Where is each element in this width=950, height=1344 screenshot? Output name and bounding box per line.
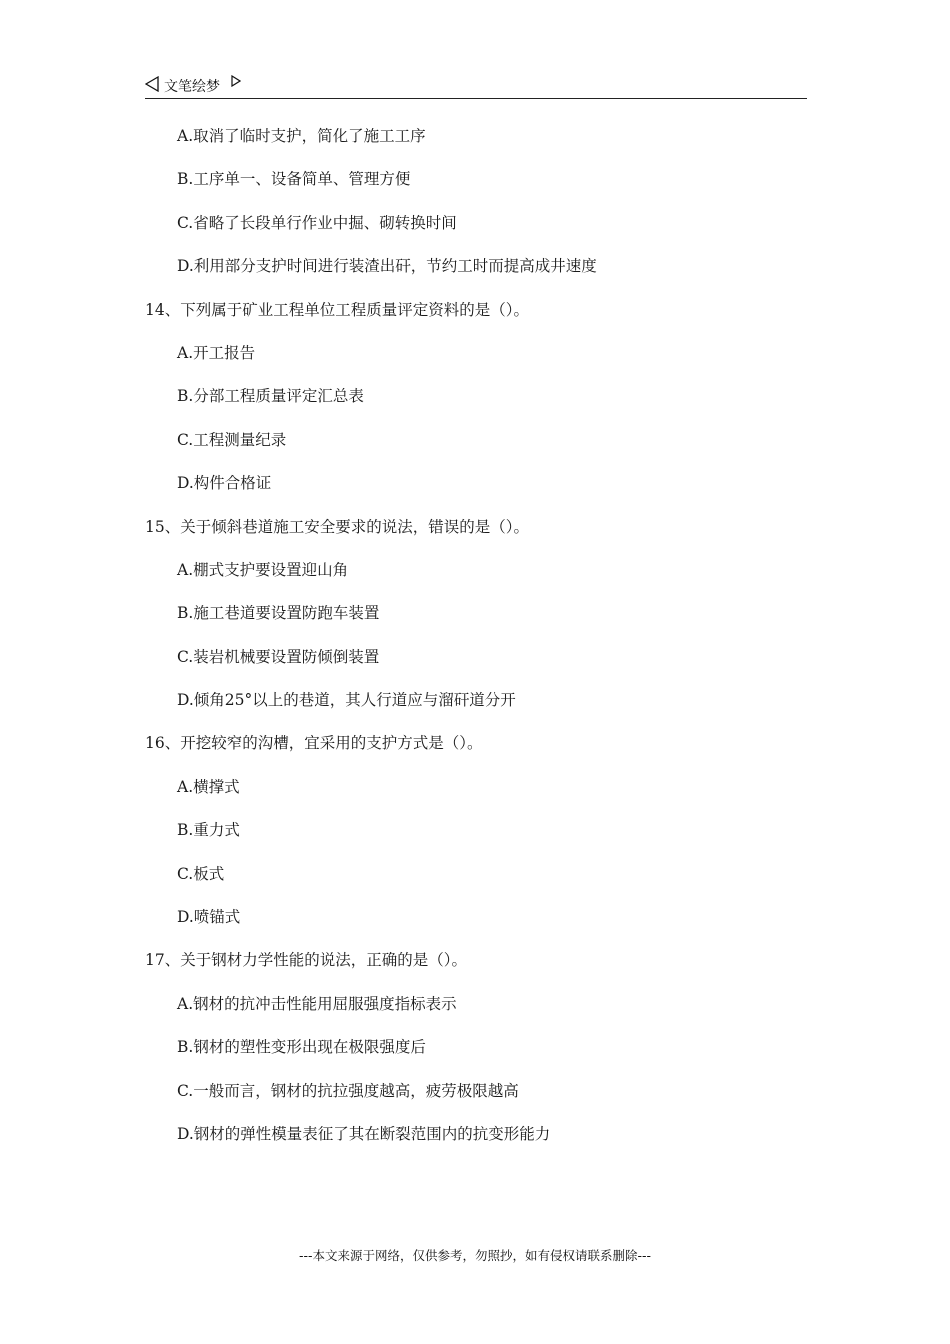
option-line: C.省略了长段单行作业中掘、砌转换时间 xyxy=(177,213,457,232)
option-line: C.板式 xyxy=(177,864,225,883)
option-line: A.取消了临时支护，简化了施工工序 xyxy=(177,127,426,145)
option-line: D.利用部分支护时间进行装渣出矸，节约工时而提高成井速度 xyxy=(177,257,597,276)
header-brand: 文笔绘梦 xyxy=(164,79,220,95)
question-15: 15、关于倾斜巷道施工安全要求的说法，错误的是（）。 xyxy=(145,517,529,536)
option-line: C.装岩机械要设置防倾倒装置 xyxy=(177,647,380,666)
option-line: D.喷锚式 xyxy=(177,908,241,927)
option-line: B.施工巷道要设置防跑车装置 xyxy=(177,604,380,623)
option-line: B.钢材的塑性变形出现在极限强度后 xyxy=(177,1038,426,1057)
option-line: D.倾角25°以上的巷道，其人行道应与溜矸道分开 xyxy=(177,691,516,710)
option-line: B.工序单一、设备简单、管理方便 xyxy=(177,170,411,189)
option-line: B.重力式 xyxy=(177,821,240,840)
option-line: A.棚式支护要设置迎山角 xyxy=(177,560,349,579)
question-17: 17、关于钢材力学性能的说法，正确的是（）。 xyxy=(145,951,467,970)
question-14: 14、下列属于矿业工程单位工程质量评定资料的是（）。 xyxy=(145,300,529,319)
option-line: C.工程测量纪录 xyxy=(177,430,287,449)
option-line: C.一般而言，钢材的抗拉强度越高，疲劳极限越高 xyxy=(177,1081,519,1100)
option-line: A.开工报告 xyxy=(177,343,256,362)
triangle-left-icon xyxy=(145,76,159,92)
question-16: 16、开挖较窄的沟槽，宜采用的支护方式是（）。 xyxy=(145,734,483,753)
exam-content xyxy=(145,115,807,1156)
option-line: B.分部工程质量评定汇总表 xyxy=(177,387,364,406)
option-line: A.钢材的抗冲击性能用屈服强度指标表示 xyxy=(177,994,457,1013)
triangle-right-icon xyxy=(231,75,241,87)
page-footer-disclaimer: ---本文来源于网络，仅供参考，勿照抄，如有侵权请联系删除--- xyxy=(298,1248,652,1263)
option-line: A.横撑式 xyxy=(177,777,240,796)
option-line: D.构件合格证 xyxy=(177,474,272,493)
page-header xyxy=(145,72,807,99)
option-line: D.钢材的弹性模量表征了其在断裂范围内的抗变形能力 xyxy=(177,1124,551,1143)
